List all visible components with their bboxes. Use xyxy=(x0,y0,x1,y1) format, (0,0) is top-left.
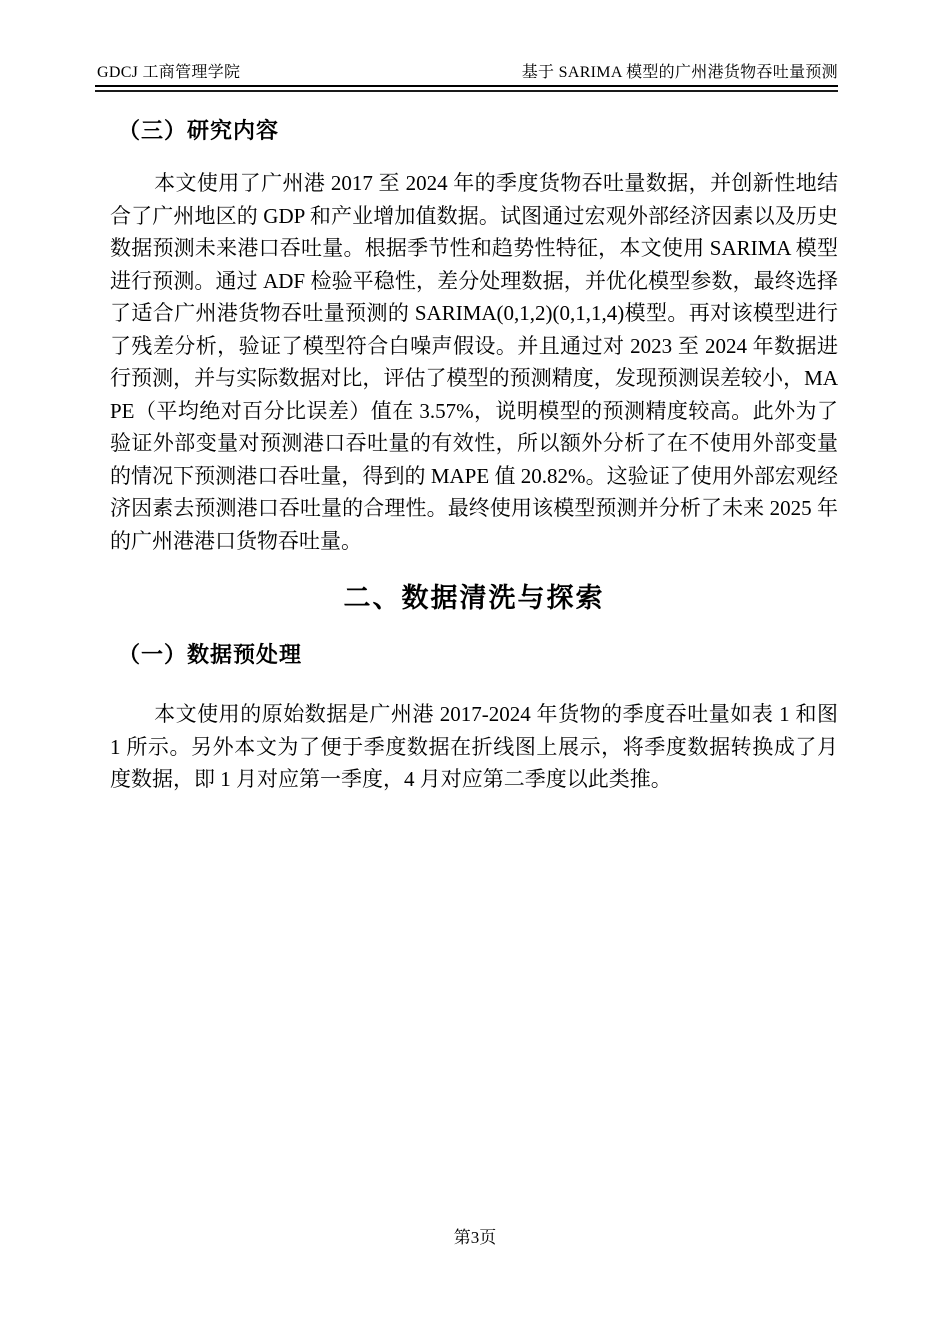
page-header xyxy=(97,62,838,83)
heading-data-preprocessing: （一）数据预处理 xyxy=(118,642,303,667)
page-number: 第3页 xyxy=(453,1228,497,1247)
page-footer xyxy=(0,1226,950,1250)
header-double-rule xyxy=(95,85,838,92)
paragraph-data-preprocessing: 本文使用的原始数据是广州港 2017-2024 年货物的季度吞吐量如表 1 和图 1 所示。另外本文为了便于季度数据在折线图上展示，将季度数据转换成了月度数据，即 1 月对应第一季度，4 月对应第二季度以此类推。 xyxy=(110,702,838,791)
heading-chapter-data-cleaning: 二、数据清洗与探索 xyxy=(343,583,605,613)
header-paper-title: 基于 SARIMA 模型的广州港货物吞吐量预测 xyxy=(521,64,838,81)
heading-research-content: （三）研究内容 xyxy=(118,118,280,143)
paragraph-research-content: 本文使用了广州港 2017 至 2024 年的季度货物吞吐量数据，并创新性地结合了广州地区的 GDP 和产业增加值数据。试图通过宏观外部经济因素以及历史数据预测未来港口吞吐量。根据季节性和趋势性特征，本文使用 SARIMA 模型进行预测。通过 ADF 检验平稳性，差分处理数据，并优化模型参数，最终选择了适合广州港货物吞吐量预测的 SARIMA(0,1,2)(0,1,1,4)模型。再对该模型进行了残差分析，验证了模型符合白噪声假设。并且通过对 2023 至 2024 年数据进行预测，并与实际数据对比，评估了模型的预测精度，发现预测误差较小，MAPE（平均绝对百分比误差）值在 3.57%，说明模型的预测精度较高。此外为了验证外部变量对预测港口吞吐量的有效性，所以额外分析了在不使用外部变量的情况下预测港口吞吐量，得到的 MAPE 值 20.82%。这验证了使用外部宏观经济因素去预测港口吞吐量的合理性。最终使用该模型预测并分析了未来 2025 年的广州港港口货物吞吐量。 xyxy=(110,171,838,553)
header-school-name: GDCJ 工商管理学院 xyxy=(97,64,241,81)
